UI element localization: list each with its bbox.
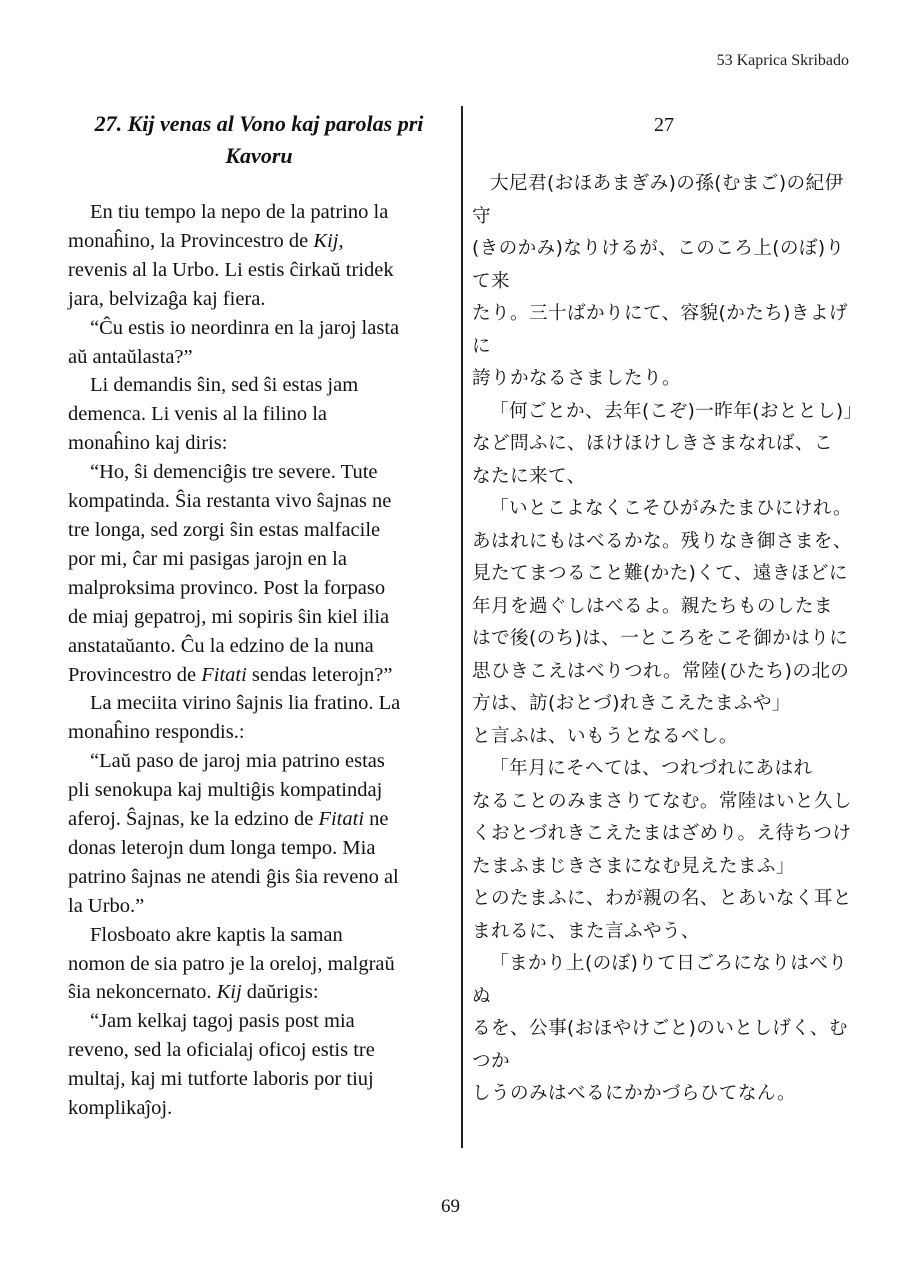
esperanto-column	[68, 108, 450, 1123]
text-line: Provincestro de Fitati sendas leterojn?”	[68, 663, 393, 686]
japanese-column	[472, 110, 863, 1111]
paragraph	[472, 883, 856, 948]
text-line: と言ふは、いもうとなるべし。	[472, 725, 738, 747]
text-line: るを、公事(おほやけごと)のいとしげく、むつか	[472, 1018, 848, 1072]
paragraph	[68, 921, 450, 1008]
text-line: “Ho, ŝi demenciĝis tre severe. Tute	[90, 461, 378, 484]
paragraph	[68, 371, 450, 458]
text-line: anstataŭanto. Ĉu la edzino de la nuna	[68, 634, 374, 657]
text-line: la Urbo.”	[68, 894, 145, 917]
text-line: まれるに、また言ふやう、	[472, 920, 700, 942]
text-line: demenca. Li venis al la filino la	[68, 403, 328, 426]
text-line: なることのみまさりてなむ。常陸はいと久し	[472, 790, 852, 812]
text-line: de miaj gepatroj, mi sopiris ŝin kiel ilia	[68, 605, 390, 628]
text-line: aŭ antaŭlasta?”	[68, 345, 193, 368]
text-line: 方は、訪(おとづ)れきこえたまふや」	[472, 693, 791, 714]
text-line: La meciita virino ŝajnis lia fratino. La	[90, 692, 401, 715]
text-line: など問ふに、ほけほけしきさまなれば、こ	[472, 433, 833, 454]
text-line: malproksima provinco. Post la forpaso	[68, 576, 386, 599]
text-line: por mi, ĉar mi pasigas jarojn en la	[68, 547, 347, 570]
chapter-title	[68, 108, 450, 172]
paragraph	[472, 396, 863, 429]
text-line: 見たてまつること難(かた)くて、遠きほどに	[472, 563, 848, 584]
paragraph	[68, 689, 450, 747]
text-line: 誇りかなるさましたり。	[472, 368, 681, 389]
text-line: donas leterojn dum longa tempo. Mia	[68, 836, 376, 859]
text-line: patrino ŝajnas ne atendi ĝis ŝia reveno al	[68, 865, 399, 888]
text-line: Li demandis ŝin, sed ŝi estas jam	[90, 374, 359, 397]
text-line: Flosboato akre kaptis la saman	[90, 923, 343, 946]
text-line: “Laŭ paso de jaroj mia patrino estas	[90, 750, 385, 773]
esperanto-body	[68, 198, 450, 1123]
text-line: En tiu tempo la nepo de la patrino la	[90, 201, 389, 223]
text-line: 「年月にそへては、つれづれにあはれ	[490, 758, 813, 779]
chapter-title-line-1: 27. Kij venas al Vono kaj parolas pri	[94, 111, 424, 136]
text-line: ŝia nekoncernato. Kij daŭrigis:	[68, 981, 319, 1004]
text-line: kompatinda. Ŝia restanta vivo ŝajnas ne	[68, 490, 392, 513]
text-line: たり。三十ばかりにて、容貌(かたち)きよげに	[472, 303, 848, 357]
text-line: とのたまふに、わが親の名、とあいなく耳と	[472, 888, 852, 909]
column-divider	[461, 106, 463, 1148]
text-line: 大尼君(おほあまぎみ)の孫(むまご)の紀伊守	[472, 173, 844, 227]
text-line: reveno, sed la oficialaj oficoj estis tre	[68, 1039, 375, 1062]
text-line: 思ひきこえはべりつれ。常陸(ひたち)の北の	[472, 660, 850, 682]
text-line: pli senokupa kaj multiĝis kompatindaj	[68, 779, 383, 802]
text-line: 「まかり上(のぼ)りて日ごろになりはべりぬ	[472, 953, 848, 1007]
paragraph	[68, 747, 450, 920]
text-line: くおとづれきこえたまはざめり。え待ちつけ	[472, 823, 852, 844]
text-line: monaĥino kaj diris:	[68, 432, 228, 455]
text-line: はで後(のち)は、一ところをこそ御かはりに	[472, 628, 849, 649]
text-line: “Ĉu estis io neordinra en la jaroj lasta	[90, 316, 400, 339]
text-line: multaj, kaj mi tutforte laboris por tiuj	[68, 1068, 374, 1091]
paragraph	[472, 428, 856, 493]
text-line: しうのみはべるにかかづらひてなん。	[472, 1083, 797, 1104]
japanese-body	[472, 168, 863, 1111]
text-line: あはれにもはべるかな。残りなき御さまを、	[472, 530, 852, 552]
text-line: 年月を過ぐしはべるよ。親たちものしたま	[472, 595, 833, 617]
text-line: (きのかみ)なりけるが、このころ上(のぼ)りて来	[472, 238, 845, 292]
section-number: 27	[654, 114, 674, 136]
paragraph	[68, 1007, 450, 1123]
paragraph	[68, 198, 450, 314]
text-line: aferoj. Ŝajnas, ke la edzino de Fitati ne	[68, 808, 389, 831]
paragraph	[472, 721, 856, 754]
text-line: nomon de sia patro je la oreloj, malgraŭ	[68, 952, 395, 975]
paragraph	[68, 314, 450, 372]
paragraph	[472, 948, 856, 1111]
paragraph	[472, 753, 856, 883]
paragraph	[472, 493, 856, 721]
text-line: tre longa, sed zorgi ŝin estas malfacile	[68, 518, 381, 541]
running-head: 53 Kaprica Skribado	[716, 52, 849, 69]
text-line: monaĥino respondis.:	[68, 721, 245, 744]
text-line: 「何ごとか、去年(こぞ)一昨年(おととし)」	[490, 400, 863, 422]
text-line: なたに来て、	[472, 465, 586, 487]
paragraph	[472, 168, 856, 396]
paragraph	[68, 458, 450, 689]
text-line: “Jam kelkaj tagoj pasis post mia	[90, 1010, 355, 1033]
text-line: revenis al la Urbo. Li estis ĉirkaŭ tridek	[68, 258, 394, 281]
text-line: komplikaĵoj.	[68, 1097, 173, 1120]
text-line: 「いとこよなくこそひがみたまひにけれ。	[490, 498, 852, 519]
text-line: monaĥino, la Provincestro de Kij,	[68, 229, 344, 252]
text-line: たまふまじきさまになむ見えたまふ」	[472, 855, 795, 877]
chapter-title-line-2: Kavoru	[225, 143, 293, 168]
page-number: 69	[441, 1196, 460, 1217]
text-line: jara, belvizaĝa kaj fiera.	[68, 287, 266, 310]
